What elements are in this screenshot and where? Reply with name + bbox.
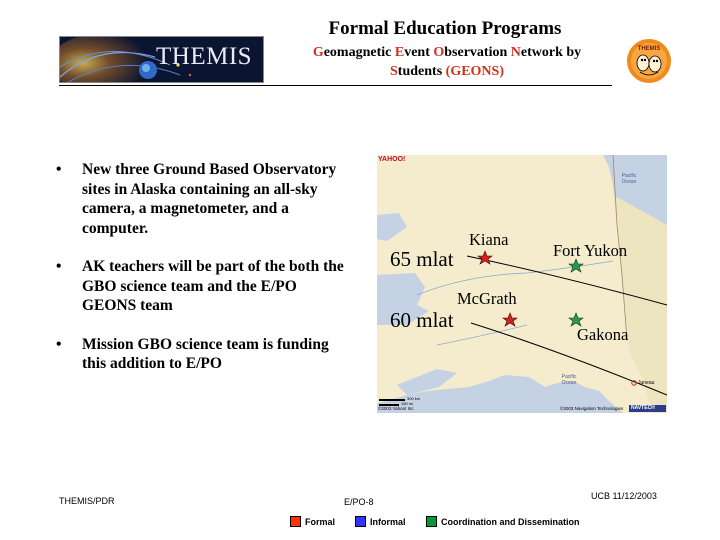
map-scale-mi: 150 mi — [401, 401, 414, 406]
bullet-item — [56, 160, 346, 238]
map-scale-km: 300 km — [407, 396, 421, 401]
initial-n: N — [510, 45, 521, 60]
mascot-text: THEMIS — [637, 46, 661, 52]
word-bservation: bservation — [444, 45, 511, 60]
map-copyright: ©2003 Navigation Technologies — [560, 406, 624, 411]
bullet-item — [56, 257, 346, 316]
initial-o: O — [433, 45, 445, 60]
legend-swatch — [290, 516, 301, 527]
acronym: (GEONS) — [445, 64, 504, 79]
bullet-text: AK teachers will be part of the both the GBO science team and the E/PO GEONS team — [82, 258, 344, 314]
footer-date: UCB 11/12/2003 — [591, 491, 657, 501]
lat-line-label: 60 mlat — [390, 308, 454, 332]
site-label-fort-yukon: Fort Yukon — [553, 241, 628, 260]
page-number: E/PO-8 — [344, 497, 374, 507]
legend-item-coordination — [426, 516, 580, 527]
logo-text: THEMIS — [156, 43, 253, 70]
map-ocean-label: Pacific Ocean — [561, 374, 577, 386]
word-eomagnetic: eomagnetic — [323, 45, 395, 60]
footer-left: THEMIS/PDR — [59, 496, 115, 506]
themis-logo — [59, 36, 264, 83]
word-etwork-by: etwork by — [520, 45, 582, 60]
bullet-item — [56, 335, 346, 374]
page-subtitle — [282, 43, 612, 81]
map-graphic — [377, 155, 667, 413]
bullet-text: New three Ground Based Observatory sites in Alaska containing an all-sky camera, a magnetometer, and a computer. — [82, 161, 337, 237]
bullet-marker: • — [56, 161, 62, 178]
bullet-marker: • — [56, 335, 62, 353]
legend-item-formal — [290, 516, 335, 527]
mascot-icon — [626, 38, 672, 84]
legend-label: Formal — [305, 516, 336, 527]
bullet-marker: • — [56, 258, 62, 275]
word-tudents: tudents — [397, 64, 446, 79]
map-city-label: Juneau — [638, 380, 655, 386]
initial-e: E — [394, 45, 405, 60]
legend-label: Coordination and Dissemination — [441, 516, 580, 527]
bullet-text: Mission GBO science team is funding this addition to E/PO — [82, 335, 329, 372]
initial-s: S — [390, 64, 398, 79]
mascot-logo — [626, 38, 672, 84]
legend-label: Informal — [370, 516, 406, 527]
bullet-list — [56, 160, 346, 393]
legend-swatch — [426, 516, 437, 527]
site-label-mcgrath: McGrath — [457, 289, 517, 308]
initial-g: G — [312, 45, 324, 60]
page-title: Formal Education Programs — [328, 18, 562, 39]
map-copyright: ©2003 Yahoo! Inc — [378, 406, 414, 411]
site-label-gakona: Gakona — [577, 325, 629, 344]
lat-line-label: 65 mlat — [390, 247, 454, 271]
map-ocean-label: Pacific Ocean — [621, 173, 637, 185]
map-vendor: NAVTECH — [631, 405, 655, 411]
legend-swatch — [355, 516, 366, 527]
map-brand: YAHOO! — [378, 156, 406, 163]
alaska-map — [377, 155, 667, 413]
site-label-kiana: Kiana — [469, 230, 509, 249]
header-divider — [59, 85, 612, 86]
legend-item-informal — [355, 516, 406, 527]
word-vent: vent — [404, 45, 434, 60]
